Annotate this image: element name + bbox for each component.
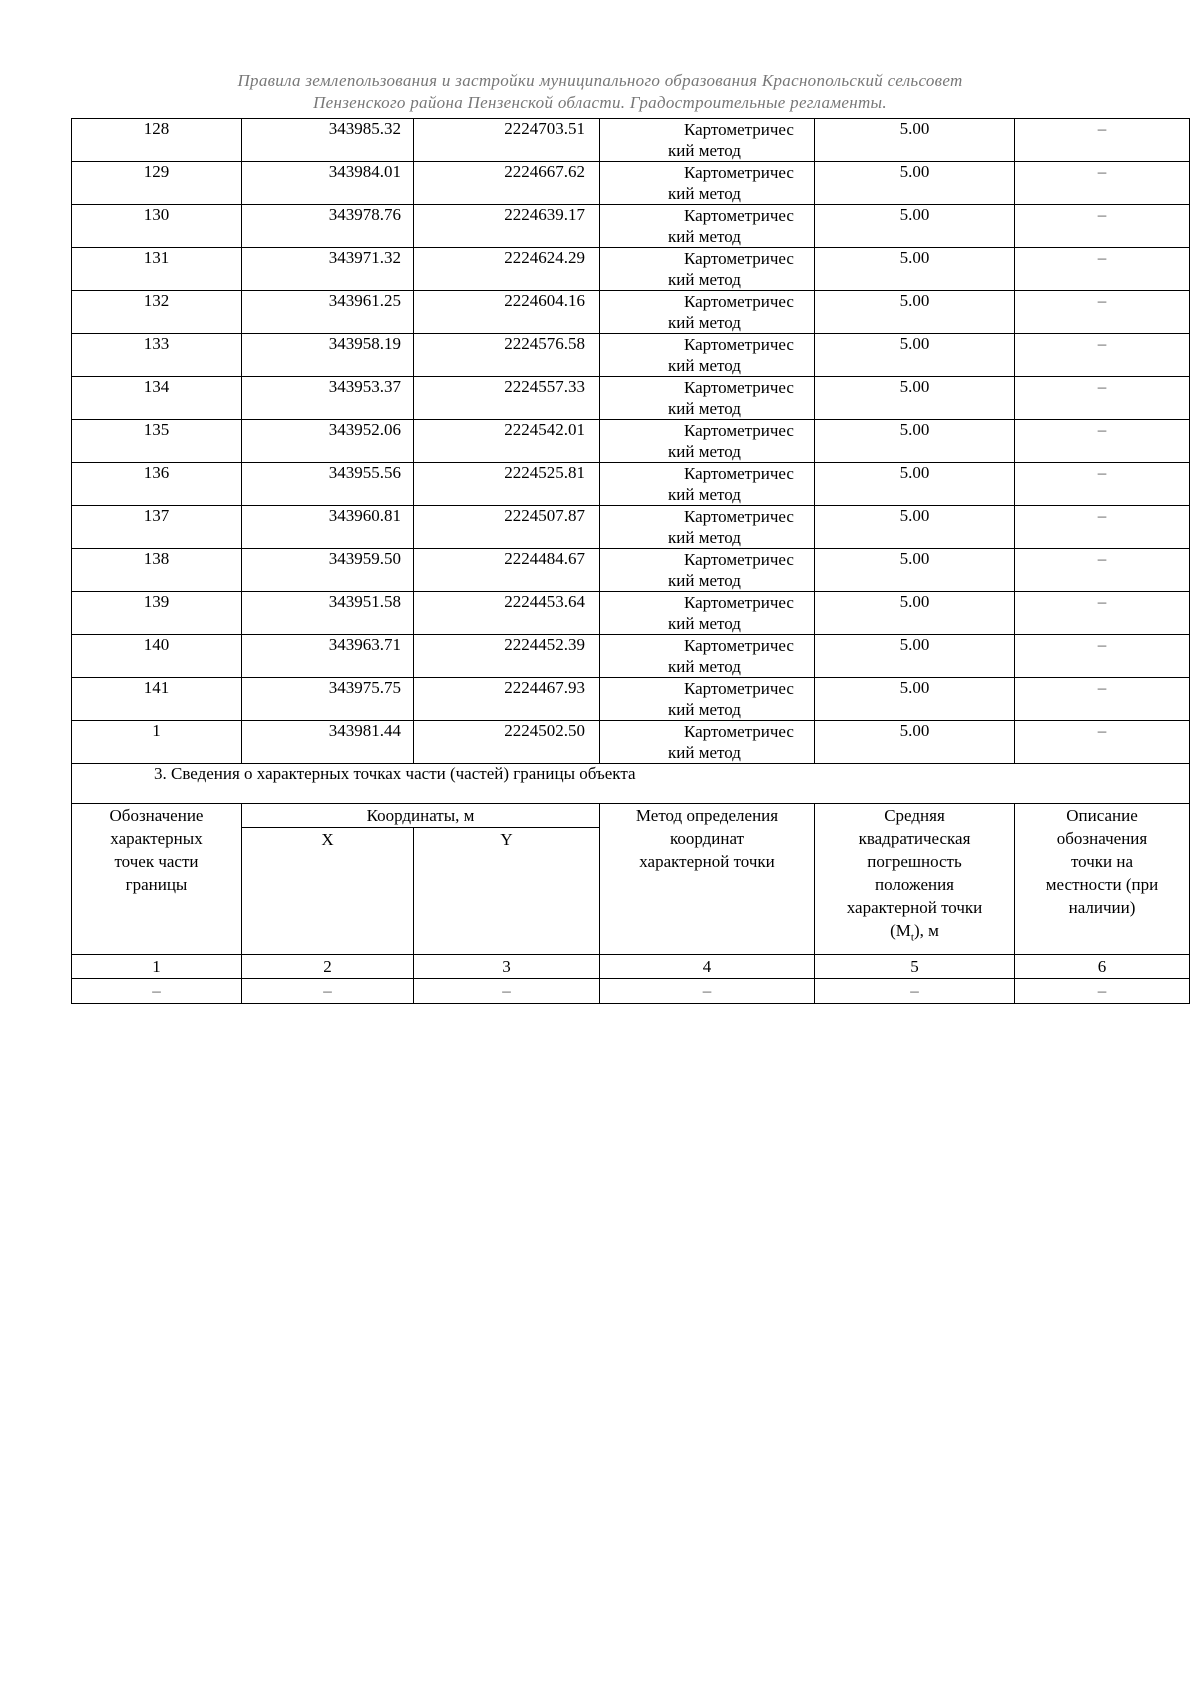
method-cell: Картометричес кий метод [600, 549, 815, 592]
table-row [72, 592, 1190, 635]
coordinates-table [71, 118, 1190, 1004]
table-row [72, 291, 1190, 334]
method-cell: Картометричес кий метод [600, 119, 815, 162]
point-number-cell: 137 [72, 506, 242, 549]
error-cell: 5.00 [815, 291, 1015, 334]
document-header [0, 70, 1200, 114]
col-number-2: 2 [242, 955, 414, 979]
table-row [72, 248, 1190, 291]
col-designation-header: Обозначение характерных точек части границы [72, 804, 242, 955]
error-cell: 5.00 [815, 420, 1015, 463]
y-coordinate-cell: 2224639.17 [414, 205, 600, 248]
y-coordinate-cell: 2224667.62 [414, 162, 600, 205]
description-cell: – [1015, 162, 1190, 205]
method-cell: Картометричес кий метод [600, 635, 815, 678]
point-number-cell: 134 [72, 377, 242, 420]
method-cell: Картометричес кий метод [600, 420, 815, 463]
column-numbers-row [72, 955, 1190, 979]
col-x-header: X [242, 828, 414, 955]
empty-cell: – [815, 979, 1015, 1004]
method-cell: Картометричес кий метод [600, 721, 815, 764]
method-cell: Картометричес кий метод [600, 162, 815, 205]
coordinates-rows [72, 119, 1190, 764]
y-coordinate-cell: 2224557.33 [414, 377, 600, 420]
y-coordinate-cell: 2224453.64 [414, 592, 600, 635]
section-3-header-row-1 [72, 804, 1190, 828]
error-cell: 5.00 [815, 549, 1015, 592]
error-cell: 5.00 [815, 506, 1015, 549]
table-row [72, 420, 1190, 463]
error-cell: 5.00 [815, 377, 1015, 420]
description-cell: – [1015, 205, 1190, 248]
col-error-header: Средняя квадратическая погрешность положения характерной точки $(M_t)$, м [815, 804, 1015, 955]
y-coordinate-cell: 2224507.87 [414, 506, 600, 549]
table-row [72, 119, 1190, 162]
empty-cell: – [72, 979, 242, 1004]
table-row [72, 334, 1190, 377]
x-coordinate-cell: 343959.50 [242, 549, 414, 592]
x-coordinate-cell: 343961.25 [242, 291, 414, 334]
point-number-cell: 139 [72, 592, 242, 635]
point-number-cell: 133 [72, 334, 242, 377]
error-cell: 5.00 [815, 463, 1015, 506]
description-cell: – [1015, 463, 1190, 506]
y-coordinate-cell: 2224542.01 [414, 420, 600, 463]
x-coordinate-cell: 343985.32 [242, 119, 414, 162]
table-row [72, 162, 1190, 205]
description-cell: – [1015, 635, 1190, 678]
point-number-cell: 135 [72, 420, 242, 463]
description-cell: – [1015, 678, 1190, 721]
section-3-row [72, 764, 1190, 804]
description-cell: – [1015, 721, 1190, 764]
y-coordinate-cell: 2224484.67 [414, 549, 600, 592]
col-number-3: 3 [414, 955, 600, 979]
y-coordinate-cell: 2224576.58 [414, 334, 600, 377]
point-number-cell: 130 [72, 205, 242, 248]
method-cell: Картометричес кий метод [600, 678, 815, 721]
method-cell: Картометричес кий метод [600, 506, 815, 549]
header-line-2: Пензенского района Пензенской области. Градостроительные регламенты. [313, 93, 887, 112]
section-3-title: 3. Сведения о характерных точках части (частей) границы объекта [72, 764, 1190, 804]
table-row [72, 549, 1190, 592]
col-y-header: Y [414, 828, 600, 955]
x-coordinate-cell: 343952.06 [242, 420, 414, 463]
method-cell: Картометричес кий метод [600, 291, 815, 334]
method-cell: Картометричес кий метод [600, 248, 815, 291]
description-cell: – [1015, 291, 1190, 334]
col-number-6: 6 [1015, 955, 1190, 979]
table-row [72, 721, 1190, 764]
table-row [72, 678, 1190, 721]
x-coordinate-cell: 343951.58 [242, 592, 414, 635]
method-cell: Картометричес кий метод [600, 205, 815, 248]
table-row [72, 463, 1190, 506]
col-number-1: 1 [72, 955, 242, 979]
error-cell: 5.00 [815, 334, 1015, 377]
x-coordinate-cell: 343978.76 [242, 205, 414, 248]
x-coordinate-cell: 343953.37 [242, 377, 414, 420]
description-cell: – [1015, 549, 1190, 592]
x-coordinate-cell: 343958.19 [242, 334, 414, 377]
y-coordinate-cell: 2224467.93 [414, 678, 600, 721]
col-coords-header: Координаты, м [242, 804, 600, 828]
description-cell: – [1015, 248, 1190, 291]
error-cell: 5.00 [815, 248, 1015, 291]
x-coordinate-cell: 343981.44 [242, 721, 414, 764]
empty-cell: – [1015, 979, 1190, 1004]
col-method-header: Метод определения координат характерной точки [600, 804, 815, 955]
y-coordinate-cell: 2224624.29 [414, 248, 600, 291]
error-cell: 5.00 [815, 635, 1015, 678]
empty-cell: – [600, 979, 815, 1004]
col-desc-header: Описание обозначения точки на местности (при наличии) [1015, 804, 1190, 955]
header-line-1: Правила землепользования и застройки муниципального образования Краснопольский сельсовет [237, 71, 963, 90]
table-row [72, 205, 1190, 248]
x-coordinate-cell: 343975.75 [242, 678, 414, 721]
point-number-cell: 1 [72, 721, 242, 764]
empty-cell: – [242, 979, 414, 1004]
error-cell: 5.00 [815, 162, 1015, 205]
x-coordinate-cell: 343984.01 [242, 162, 414, 205]
x-coordinate-cell: 343955.56 [242, 463, 414, 506]
point-number-cell: 141 [72, 678, 242, 721]
error-cell: 5.00 [815, 721, 1015, 764]
x-coordinate-cell: 343963.71 [242, 635, 414, 678]
description-cell: – [1015, 592, 1190, 635]
description-cell: – [1015, 506, 1190, 549]
description-cell: – [1015, 119, 1190, 162]
empty-cell: – [414, 979, 600, 1004]
method-cell: Картометричес кий метод [600, 377, 815, 420]
point-number-cell: 129 [72, 162, 242, 205]
table-row [72, 377, 1190, 420]
error-cell: 5.00 [815, 119, 1015, 162]
y-coordinate-cell: 2224525.81 [414, 463, 600, 506]
description-cell: – [1015, 334, 1190, 377]
table-row [72, 635, 1190, 678]
error-cell: 5.00 [815, 205, 1015, 248]
method-cell: Картометричес кий метод [600, 334, 815, 377]
error-cell: 5.00 [815, 678, 1015, 721]
error-cell: 5.00 [815, 592, 1015, 635]
point-number-cell: 131 [72, 248, 242, 291]
description-cell: – [1015, 377, 1190, 420]
x-coordinate-cell: 343971.32 [242, 248, 414, 291]
empty-data-row [72, 979, 1190, 1004]
x-coordinate-cell: 343960.81 [242, 506, 414, 549]
method-cell: Картометричес кий метод [600, 592, 815, 635]
col-number-4: 4 [600, 955, 815, 979]
point-number-cell: 136 [72, 463, 242, 506]
table-row [72, 506, 1190, 549]
y-coordinate-cell: 2224452.39 [414, 635, 600, 678]
description-cell: – [1015, 420, 1190, 463]
point-number-cell: 132 [72, 291, 242, 334]
col-number-5: 5 [815, 955, 1015, 979]
y-coordinate-cell: 2224604.16 [414, 291, 600, 334]
y-coordinate-cell: 2224502.50 [414, 721, 600, 764]
point-number-cell: 128 [72, 119, 242, 162]
point-number-cell: 138 [72, 549, 242, 592]
y-coordinate-cell: 2224703.51 [414, 119, 600, 162]
method-cell: Картометричес кий метод [600, 463, 815, 506]
point-number-cell: 140 [72, 635, 242, 678]
